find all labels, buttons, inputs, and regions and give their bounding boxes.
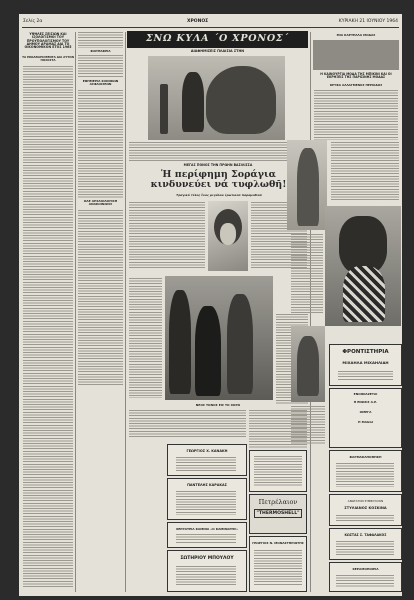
lamp-stand (160, 84, 168, 134)
left-article-text (23, 66, 73, 588)
column-divider (75, 32, 76, 592)
enosi-title: Η ΕΝΩΣΙΣ Α.Ε. (353, 400, 378, 404)
soraya-headline: Ἡ περίφημη Σοράγια κινδυνεύει νά τυφλωθῆ! (150, 169, 287, 190)
right-headline: Η ΚΑΙΝΟΥΡΓΙΑ ΜΟΔΑ ΤΗΣ ΜΠΙΚΙΝΙ ΚΑΙ ΟΙ ΕΚΡΗΞΕΙΣ ΤΗΣ ΠΑΡΙΣΙΝΗΣ ΜΟΔΑΣ (320, 72, 392, 80)
page-number: Σελίς 2α (23, 19, 43, 24)
ad-monastiriotis-title: ΓΕΩΡΓΙΟΣ Ν. ΜΟΝΑΣΤΗΡΙΩΤΗΣ (252, 541, 304, 545)
ad-small-1 (249, 450, 307, 492)
dance-photo (165, 276, 273, 400)
left-subhead: ΤΑ ΕΚΚΑΘΑΡΙΣΘΕΝΤΑ ΔΙΑ ΑΥΤΟΝ ΠΟΣΟΣΤΑ (22, 55, 74, 62)
maggi-title: Η MAGGI (358, 420, 373, 424)
issue-date: ΚΥΡΙΑΚΗ 21 ΙΟΥΝΙΟΥ 1964 (338, 19, 398, 24)
tafalakos-title: ΚΩΣΤΑΣ Σ. ΤΑΦΑΛΑΚΟΣ (344, 533, 387, 537)
right-text-2 (331, 142, 399, 202)
soraya-kicker: ΜΕΓΑΣ ΠΟΝΟΣ ΤΗΝ ΠΡΩΗΝ ΒΑΣΙΛΙΣΣΑ (183, 163, 253, 167)
soraya-text-left (129, 202, 205, 268)
mid-text (78, 90, 123, 198)
ad-karakas (167, 478, 247, 520)
portrait-face (220, 223, 236, 245)
flag-shape (343, 266, 385, 322)
frontistirio-name: ΜΙΧΑΗΛΑ ΜΙΧΑΗΛΙΔΗ (342, 360, 389, 365)
banner-subtitle: ΔΙΑΦΗΜΙΣΕΙΣ ΠΛΑΙΣΙΑ ΣΤΗΝ (190, 49, 245, 53)
man-figure (169, 290, 191, 394)
ad-kamina-text (176, 534, 236, 544)
left-headline: ΥΨΗΛΕΣ ΣΕΙΣΙΩΝ ΚΑΙ ΙΣΟΛΟΓΙΣΜΟΙ ΤΟΥ ΠΡΟΫΠΟΛΟΓΙΣΜΟΥ ΤΟΥ ΔΗΜΟΥ ΔΡΑΜΑΣ ΔΙΑ ΤΟ ΟΙΚΟΝΟΜΙΚΟΝ ΕΤΟΣ 1965 (24, 32, 72, 50)
koskina-kicker: ΑΝΩΤΑΤΟΝ ΣΥΜΒΟΥΛΙΟΝ (347, 499, 384, 503)
mid-text (78, 210, 123, 385)
enoikiasi-title: ΕΝΟΙΚΙΑΖΕΤΑΙ (353, 392, 378, 396)
ad-karakas-text (176, 491, 236, 515)
mid-text (78, 55, 123, 77)
ad-kanaki (167, 444, 247, 476)
ad-monastiriotis (249, 536, 307, 592)
ad-kanaki-text (176, 457, 236, 471)
dance-side-text (129, 278, 162, 398)
omega-title: ΟΜΕΓΑ (359, 410, 372, 414)
ad-enosi (329, 388, 402, 448)
ad-mpoulous-title: ΣΩΤΗΡΙΟΥ ΜΠΟΥΛΟΥ (180, 556, 234, 561)
pharmacy-text (336, 463, 394, 487)
mid-text-top (78, 32, 123, 48)
ad-kanaki-title: ΓΕΩΡΓΙΟΣ Χ. ΚΑΝΑΚΗ (186, 449, 228, 453)
right-side-text-2 (291, 406, 325, 444)
elephant-shape (206, 66, 276, 134)
right-side-text (291, 234, 323, 314)
ad-frontistirio (329, 344, 402, 386)
ad-monastiriotis-text (254, 550, 302, 586)
banner (127, 31, 308, 48)
right-subhead: ΚΡΥΦΑ ΑΛΛΑΓΜΕΝΟΣ ΠΕΡΙΟΔΟΣ (329, 83, 383, 87)
pharmacy-title: ΦΑΡΜΑΚΑΠΟΘΗΚΗ (349, 455, 382, 459)
small-portrait (291, 326, 325, 402)
right-top-photo (313, 40, 399, 70)
mid-title-pharmacies: ΦΑΡΜΑΚΕΙΑ (90, 49, 111, 53)
koskina-title: ΣΤΥΛΙΑΝΟΣ ΚΟΣΚΙΝΑ (344, 506, 387, 510)
bikini-photo (287, 140, 327, 230)
mid-title-clinics: ΕΦΗΜΕΡΙΑ ΚΛΙΝΙΚΩΝ ΑΣΦΑΛΙΣΕΩΝ (82, 79, 119, 87)
koskina-text (336, 515, 394, 522)
soraya-portrait (208, 201, 248, 271)
paper-name: ΧΡΟΝΟΣ (187, 19, 209, 24)
woman-figure (182, 72, 204, 132)
ad-mpoulous-text (176, 566, 236, 586)
ad-keramopoieio (329, 562, 402, 592)
photo-caption-text (129, 142, 306, 162)
flag-photo (325, 206, 401, 326)
man-figure-right (227, 294, 253, 394)
ad-kamina-title: ΧΕΡΡΑΤΕΙΑ ΚΑΜΙΝΑ «Ο ΚΑΜΙΝΑΡΗΣ» (175, 527, 239, 531)
small-portrait-figure (297, 336, 319, 396)
newspaper-page (19, 14, 402, 596)
woman-figure-dance (195, 306, 221, 396)
frontistirio-title: ΦΡΟΝΤΙΣΤΗΡΙΑ (342, 349, 389, 355)
ad-pharmacy (329, 450, 402, 492)
thermoshell-label: "THERMOSHELL" (254, 509, 302, 518)
elephant-photo (148, 56, 285, 140)
ad-thermoshell (249, 494, 307, 534)
soraya-subhead: Τραγικό τέλος ἕνος μεγάλου ἐρωτικοῦ παραμυθιοῦ (176, 193, 262, 197)
frontistirio-text (338, 371, 393, 381)
ad-mpoulous (167, 550, 247, 592)
dance-article-text (129, 410, 246, 438)
ad-koskina (329, 494, 402, 526)
keramopoieio-text (336, 575, 394, 587)
ad-kamina (167, 522, 247, 548)
right-top-label: ΜΙΑ ΚΑΡΤΕΛΛΑ ΜΟΔΑΣ (336, 33, 376, 37)
right-text (314, 90, 398, 140)
keramopoieio-title: ΚΕΡΑΜΟΠΟΙΕΙΑ (352, 567, 379, 571)
dance-kicker: ΝΕΟΣ ΤΟΝΟΣ ΕΙΣ ΤΟ ΧΟΡΟ (195, 403, 241, 407)
bikini-figure (297, 148, 319, 226)
page-header (19, 14, 402, 28)
mid-title-archaeology: ΟΑΕ ΑΡΧΑΙΟΛΟΓΙΚΗ ΑΝΑΚΟΙΝΩΣΙΣ (83, 199, 118, 207)
tafalakos-text (336, 541, 394, 555)
banner-title: ΣΝΩ ΚΥΛΑ ΄Ο ΧΡΟΝΟΣ΄ (146, 33, 289, 44)
ad-small-1-text (254, 456, 302, 486)
ad-tafalakos (329, 528, 402, 560)
header-rule (22, 27, 399, 28)
petrelaion-title: Πετρέλαιον (258, 498, 298, 506)
ad-karakas-title: ΠΑΝΤΕΛΗΣ ΚΑΡΑΚΑΣ (187, 483, 227, 487)
column-divider (125, 32, 126, 592)
